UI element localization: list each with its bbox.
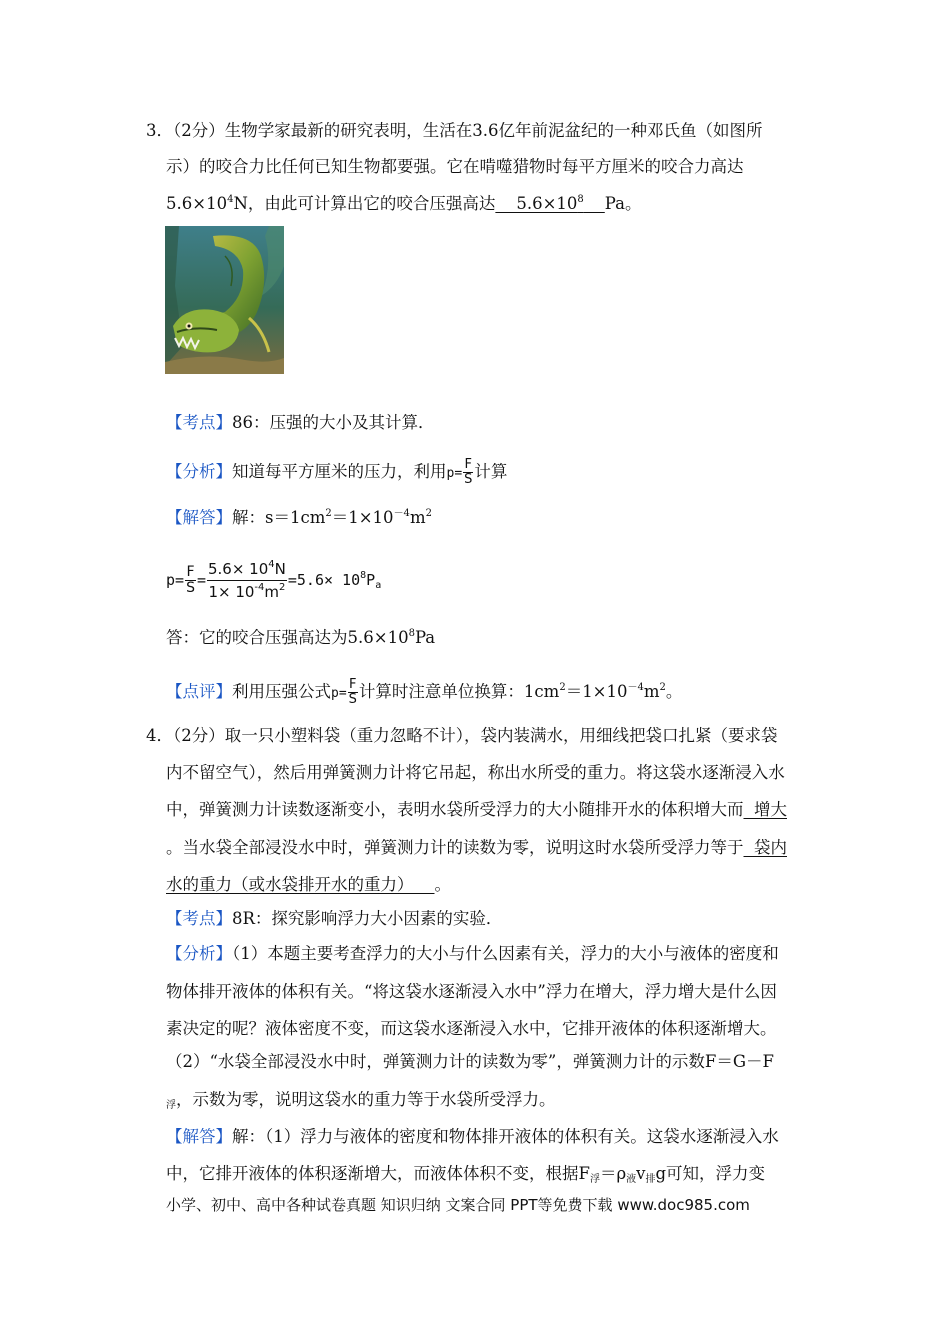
kaodian-text: 86：压强的大小及其计算． (232, 413, 435, 432)
q4-line-5: 水的重力（或水袋排开水的重力） 。 (166, 875, 451, 894)
q3-force-value: 5.6×10 (166, 194, 228, 213)
kaodian-tag: 【考点】 (166, 413, 232, 432)
q3-calculation: p= $\frac{F}{S}$ = $\frac{5.6\times 10^4N}{1\times 10^{-4}m^2}$ $=5.6\times 10^8P_a$ (166, 559, 382, 601)
page-footer: 小学、初中、高中各种试卷真题 知识归纳 文案合同 PPT等免费下载 www.doc985.com (166, 1196, 750, 1214)
fenxi-text: 知道每平方厘米的压力，利用 (232, 462, 447, 481)
q4-line-3: 中，弹簧测力计读数逐渐变小，表明水袋所受浮力的大小随排开水的体积增大而 增大 (166, 800, 787, 819)
q3-kaodian (166, 412, 435, 434)
q4-answer-1: 增大 (743, 800, 787, 819)
fenxi-text-end: 计算 (474, 462, 508, 481)
q4-answer-2: 袋内 (743, 838, 787, 857)
q3-force-exp: 4 (227, 194, 234, 205)
q4-fenxi-5: $_浮$，示数为零，说明这袋水的重力等于水袋所受浮力。 (166, 1090, 556, 1111)
q4-jieda-1: 【解答】解：（1）浮力与液体的密度和物体排开液体的体积有关。这袋水逐渐浸入水 (166, 1127, 779, 1146)
fenxi-tag: 【分析】 (166, 944, 232, 963)
q3-dianping: 【点评】利用压强公式p= $\frac{F}{S}$ 计算时注意单位换算：$1cm^2=1\times 10^{-4}m^2$。 (166, 677, 683, 707)
q4-line-4: 。当水袋全部浸没水中时，弹簧测力计的读数为零，说明这时水袋所受浮力等于 袋内 (166, 838, 787, 857)
q3-line-3 (166, 193, 641, 215)
q4-line-2: 内不留空气），然后用弹簧测力计将它吊起，称出水所受的重力。将这袋水逐渐浸入水 (166, 763, 785, 782)
calc-result: =5.6× 10 (287, 571, 361, 589)
fenxi-tag: 【分析】 (166, 462, 232, 481)
calc-fraction: $\frac{5.6\times 10^4N}{1\times 10^{-4}m^2}$ (207, 559, 286, 601)
dunkleosteus-image (165, 226, 284, 374)
formula-p: p= (446, 466, 463, 481)
jieda-tag: 【解答】 (166, 1127, 232, 1146)
q3-line-1: 3．（2分）生物学家最新的研究表明，生活在3.6亿年前泥盆纪的一种邓氏鱼（如图所 (146, 121, 763, 140)
calc-f-over-s: $\frac{F}{S}$ (186, 564, 195, 596)
q3-line-3-text: N，由此可计算出它的咬合压强高达 (233, 194, 496, 213)
q4-fenxi-1: 【分析】（1）本题主要考查浮力的大小与什么因素有关，浮力的大小与液体的密度和 (166, 944, 779, 963)
q3-fenxi (166, 455, 507, 491)
q4-line-1: 4．（2分）取一只小塑料袋（重力忽略不计），袋内装满水，用细线把袋口扎紧（要求袋 (146, 726, 778, 745)
q3-unit: Pa。 (604, 194, 642, 213)
q4-jieda-2: 中，它排开液体的体积逐渐增大，而液体体积不变，根据$F_浮=\rho_液v_排g$可知，浮力变 (166, 1164, 766, 1185)
formula-fraction: $\frac{F}{S}$ (464, 457, 473, 487)
q3-answer-statement: 答：它的咬合压强高达为$5.6\times 10^8Pa$ (166, 628, 436, 647)
q3-line-2: 示）的咬合力比任何已知生物都要强。它在啃噬猎物时每平方厘米的咬合力高达 (166, 157, 744, 176)
dianping-tag: 【点评】 (166, 682, 232, 701)
q4-answer-2-cont: 水的重力（或水袋排开水的重力） (166, 875, 435, 894)
q4-kaodian: 【考点】8R：探究影响浮力大小因素的实验． (166, 909, 503, 928)
q4-fenxi-2: 物体排开液体的体积有关。“将这袋水逐渐浸入水中”浮力在增大，浮力增大是什么因 (166, 982, 777, 1001)
q3-jieda: 【解答】解：$s=1cm^2=1\times 10^{-4}m^2$ (166, 508, 432, 527)
q4-fenxi-4: （2）“水袋全部浸没水中时，弹簧测力计的读数为零”，弹簧测力计的示数F＝G－F (166, 1052, 774, 1071)
dianping-fraction: $\frac{F}{S}$ (348, 677, 357, 707)
jieda-tag: 【解答】 (166, 508, 232, 527)
kaodian-tag: 【考点】 (166, 909, 232, 928)
calc-p: p= (166, 571, 185, 589)
q4-fenxi-3: 素决定的呢？液体密度不变，而这袋水逐渐浸入水中，它排开液体的体积逐渐增大。 (166, 1019, 777, 1038)
q3-answer: $5.6\times 10^8$ (495, 194, 584, 213)
